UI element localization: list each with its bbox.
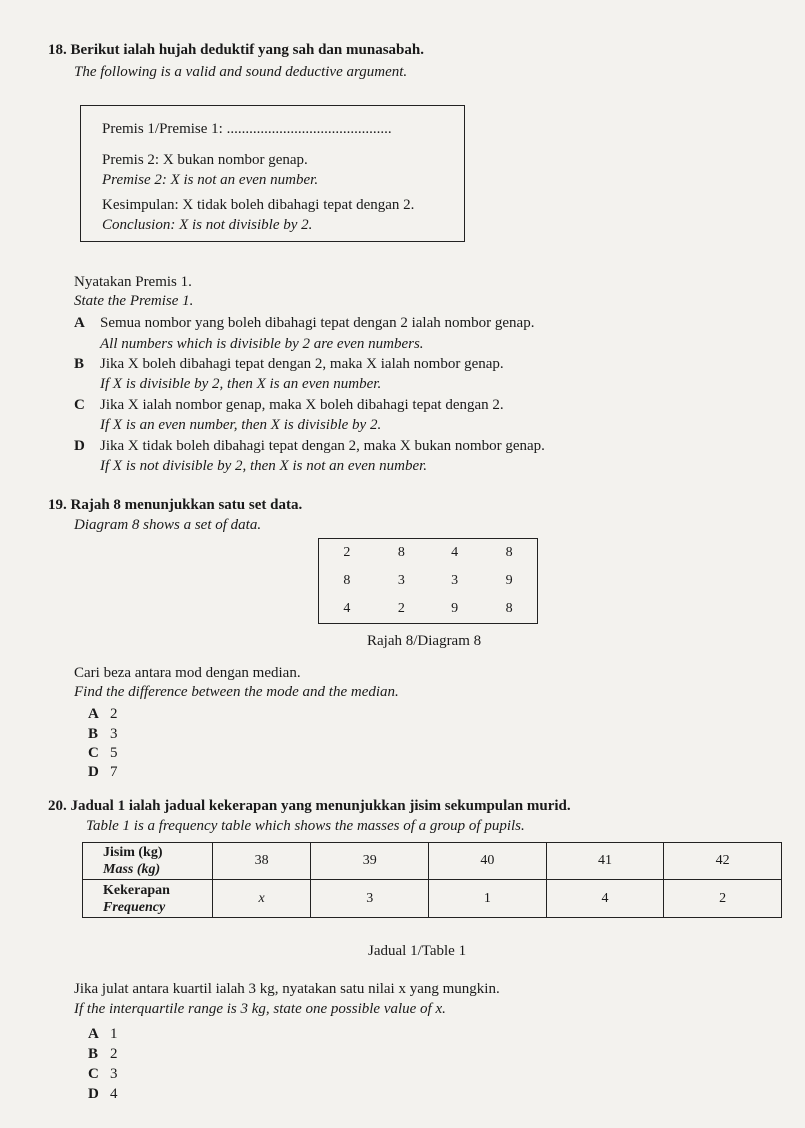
frequency-cell: x (212, 880, 311, 918)
option-text-en: If X is not divisible by 2, then X is not an even number. (100, 458, 428, 474)
frequency-cell: 2 (664, 880, 782, 918)
option-letter: A (88, 1026, 99, 1042)
q18-option-a[interactable] (74, 315, 534, 332)
option-text-en: If X is divisible by 2, then X is an even number. (100, 376, 382, 392)
premise2-en: Premise 2: X is not an even number. (102, 172, 319, 188)
q20-heading (48, 798, 571, 815)
data-cell: 4 (451, 545, 459, 560)
q19-heading (48, 497, 302, 514)
conclusion-ms: Kesimpulan: X tidak boleh dibahagi tepat dengan 2. (102, 197, 415, 213)
mass-cell: 39 (311, 843, 429, 880)
frequency-row (83, 880, 782, 918)
mass-header-ms: Jisim (kg) (103, 845, 163, 860)
q18-stem-en: The following is a valid and sound deductive argument. (74, 64, 408, 80)
mass-cell: 41 (546, 843, 664, 880)
option-letter: D (88, 1086, 99, 1102)
option-text-en: All numbers which is divisible by 2 are even numbers. (100, 336, 424, 352)
data-cell: 8 (505, 601, 513, 616)
q20-number: 20. (48, 798, 67, 814)
premise2-ms: Premis 2: X bukan nombor genap. (102, 152, 308, 168)
q18-prompt-ms: Nyatakan Premis 1. (74, 274, 192, 290)
table-caption: Jadual 1/Table 1 (368, 943, 467, 959)
q19-option-b[interactable] (88, 726, 118, 743)
premise1-blank: ............................................ (226, 121, 392, 137)
q18-prompt-en: State the Premise 1. (74, 293, 194, 309)
option-value: 2 (110, 1046, 118, 1062)
option-letter: A (74, 315, 85, 331)
q19-option-c[interactable] (88, 745, 118, 762)
option-value: 4 (110, 1086, 118, 1102)
data-cell: 9 (505, 573, 513, 588)
data-row (319, 567, 538, 595)
q20-stem-en: Table 1 is a frequency table which shows the masses of a group of pupils. (86, 818, 525, 834)
frequency-cell: 1 (429, 880, 547, 918)
data-row (319, 595, 538, 624)
mass-row (83, 843, 782, 880)
q18-number: 18. (48, 42, 67, 58)
mass-cell: 42 (664, 843, 782, 880)
q19-option-a[interactable] (88, 706, 118, 723)
premise1-line (102, 121, 392, 138)
data-cell: 3 (397, 573, 405, 588)
q18-option-b[interactable] (74, 356, 504, 373)
option-text-ms: Semua nombor yang boleh dibahagi tepat dengan 2 ialah nombor genap. (100, 315, 535, 331)
data-cell: 8 (397, 545, 405, 560)
diagram-caption: Rajah 8/Diagram 8 (367, 633, 482, 649)
option-letter: B (88, 1046, 99, 1062)
q18-option-c[interactable] (74, 397, 504, 414)
q18-heading (48, 42, 424, 59)
option-letter: D (88, 764, 99, 780)
option-value: 5 (110, 745, 118, 761)
option-value: 3 (110, 1066, 118, 1082)
q20-option-b[interactable] (88, 1046, 118, 1063)
option-value: 3 (110, 726, 118, 742)
frequency-cell: 3 (311, 880, 429, 918)
option-letter: C (88, 1066, 99, 1082)
option-letter: C (88, 745, 99, 761)
q20-option-c[interactable] (88, 1066, 118, 1083)
option-letter: B (74, 356, 85, 372)
option-text-ms: Jika X ialah nombor genap, maka X boleh dibahagi tepat dengan 2. (100, 397, 504, 413)
frequency-cell: 4 (546, 880, 664, 918)
option-value: 1 (110, 1026, 118, 1042)
conclusion-en: Conclusion: X is not divisible by 2. (102, 217, 313, 233)
data-cell: 3 (451, 573, 459, 588)
mass-cell: 40 (429, 843, 547, 880)
data-diagram (318, 538, 538, 624)
q19-stem-en: Diagram 8 shows a set of data. (74, 517, 262, 533)
mass-header (83, 843, 213, 880)
data-cell: 4 (343, 601, 351, 616)
frequency-header (83, 880, 213, 918)
option-text-en: If X is an even number, then X is divisible by 2. (100, 417, 382, 433)
q20-option-a[interactable] (88, 1026, 118, 1043)
data-cell: 9 (451, 601, 459, 616)
option-letter: C (74, 397, 85, 413)
q19-prompt-ms: Cari beza antara mod dengan median. (74, 665, 301, 681)
q18-stem-ms: Berikut ialah hujah deduktif yang sah dan munasabah. (70, 42, 424, 58)
q19-option-d[interactable] (88, 764, 118, 781)
option-value: 7 (110, 764, 118, 780)
q20-option-d[interactable] (88, 1086, 118, 1103)
data-cell: 2 (343, 545, 351, 560)
q20-stem-ms: Jadual 1 ialah jadual kekerapan yang menunjukkan jisim sekumpulan murid. (70, 798, 571, 814)
option-text-ms: Jika X boleh dibahagi tepat dengan 2, maka X ialah nombor genap. (100, 356, 504, 372)
option-letter: A (88, 706, 99, 722)
option-text-ms: Jika X tidak boleh dibahagi tepat dengan 2, maka X bukan nombor genap. (100, 438, 545, 454)
data-cell: 2 (397, 601, 405, 616)
option-letter: B (88, 726, 99, 742)
premise1-label: Premis 1/Premise 1: (102, 121, 227, 137)
data-cell: 8 (343, 573, 351, 588)
frequency-header-en: Frequency (103, 899, 166, 915)
mass-cell: 38 (212, 843, 311, 880)
data-row (319, 539, 538, 568)
q19-stem-ms: Rajah 8 menunjukkan satu set data. (70, 497, 303, 513)
q20-prompt-ms: Jika julat antara kuartil ialah 3 kg, nyatakan satu nilai x yang mungkin. (74, 981, 500, 997)
q19-number: 19. (48, 497, 67, 513)
q19-prompt-en: Find the difference between the mode and the median. (74, 684, 399, 700)
mass-header-en: Mass (kg) (103, 862, 161, 877)
q20-prompt-en: If the interquartile range is 3 kg, state one possible value of x. (74, 1001, 446, 1017)
frequency-table (82, 842, 782, 918)
data-cell: 8 (505, 545, 513, 560)
option-value: 2 (110, 706, 118, 722)
option-letter: D (74, 438, 85, 454)
q18-option-d[interactable] (74, 438, 545, 455)
frequency-header-ms: Kekerapan (103, 882, 170, 898)
